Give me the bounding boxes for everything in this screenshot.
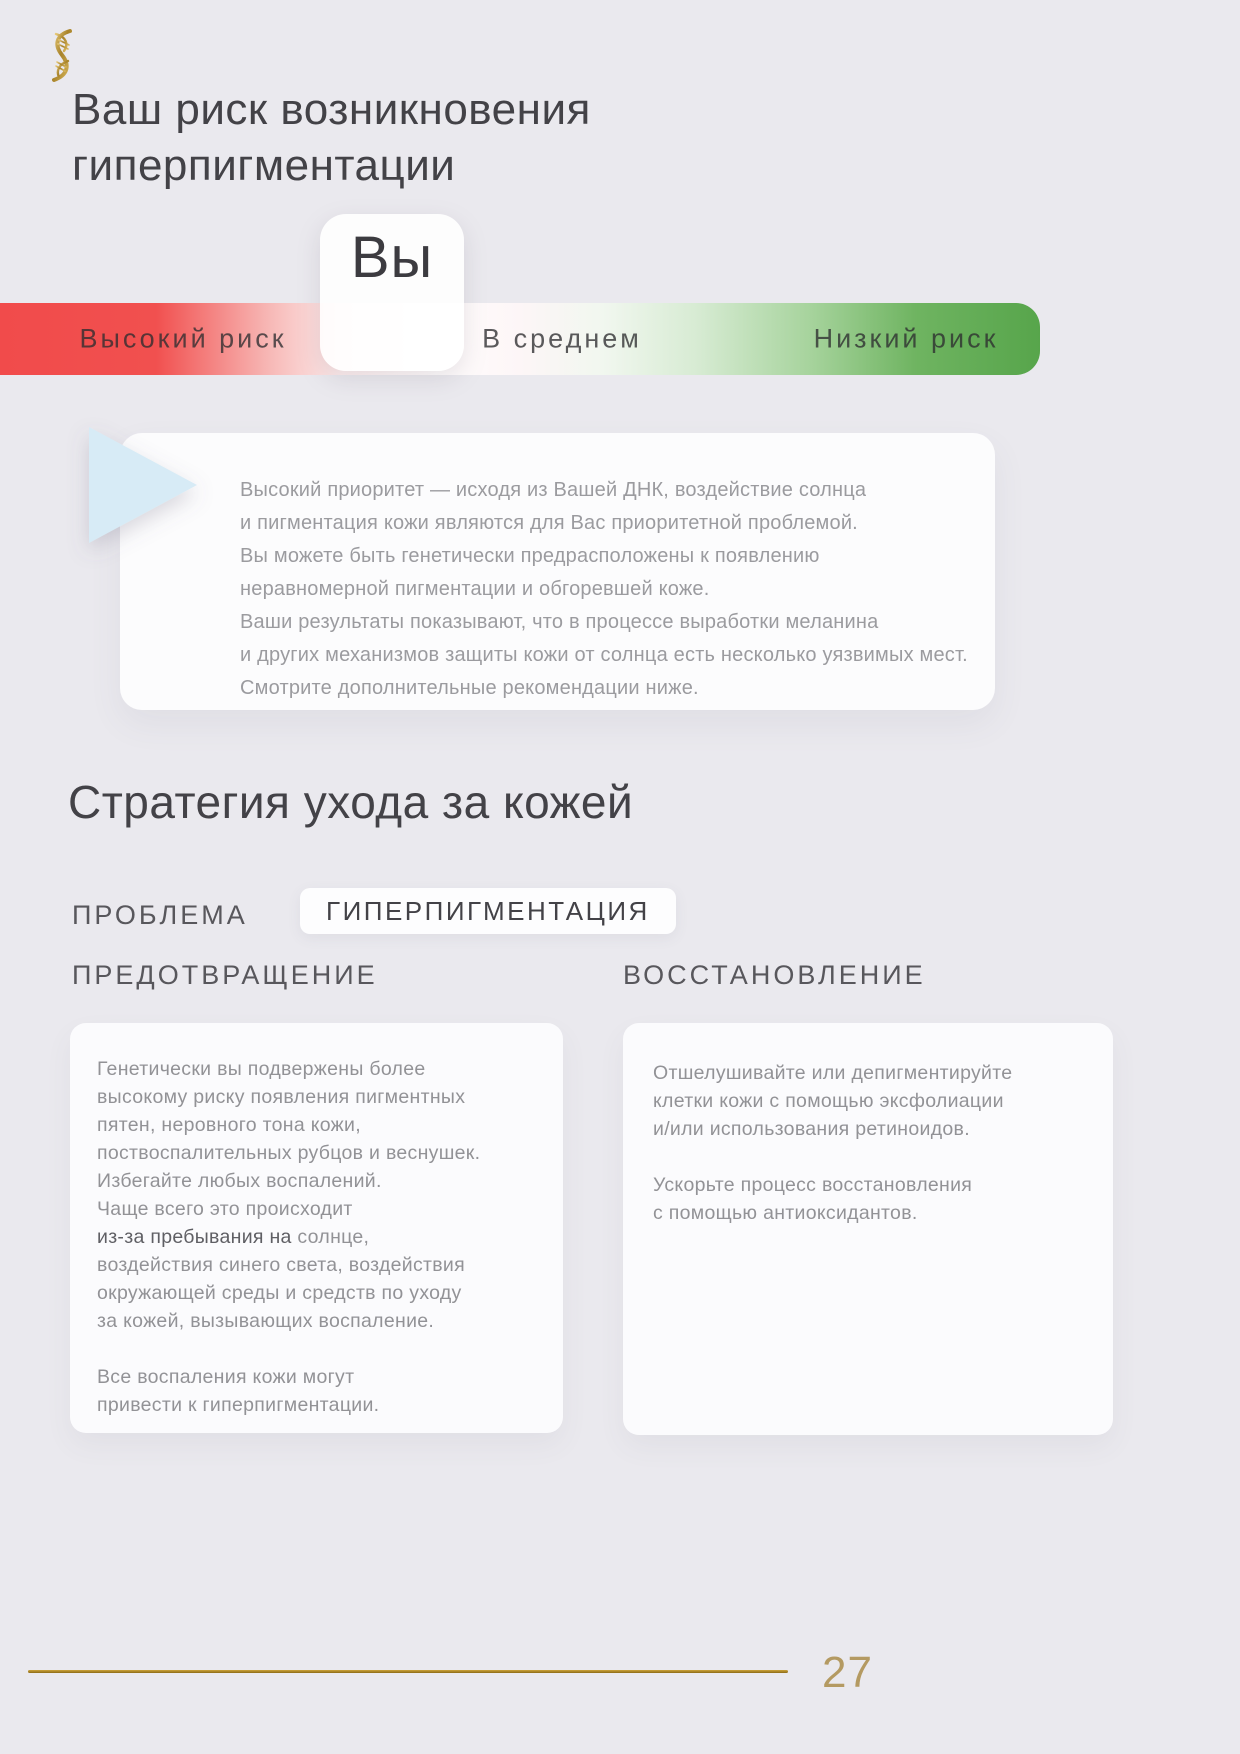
prevention-text-line: окружающей среды и средств по уходу (97, 1282, 462, 1304)
summary-text-line: Вы можете быть генетически предрасположены к появлению (240, 545, 820, 567)
prevention-column-header: ПРЕДОТВРАЩЕНИЕ (72, 960, 378, 990)
risk-label-low: Низкий риск (813, 323, 999, 354)
prevention-text-line: за кожей, вызывающих воспаление. (97, 1310, 435, 1332)
summary-card (120, 433, 995, 710)
restoration-text-line: и/или использования ретиноидов. (653, 1118, 970, 1140)
prevention-text-line: из-за пребывания на солнце, (97, 1226, 370, 1248)
summary-text-line: и пигментация кожи являются для Вас приоритетной проблемой. (240, 512, 858, 534)
page-title-line1: Ваш риск возникновения (72, 85, 591, 134)
risk-gradient-bar (0, 303, 1040, 375)
problem-label: ПРОБЛЕМА (72, 900, 248, 930)
page-number: 27 (822, 1648, 873, 1697)
prevention-emphasized-text: из-за пребывания на (97, 1226, 292, 1248)
page-title (72, 82, 591, 194)
risk-label-average: В среднем (482, 323, 642, 354)
user-position-marker (320, 214, 464, 371)
footer-divider (28, 1670, 788, 1673)
risk-label-high: Высокий риск (79, 323, 287, 354)
prevention-text-line: Все воспаления кожи могут (97, 1366, 355, 1388)
triangle-right-icon (80, 418, 210, 558)
prevention-text-line: высокому риску появления пигментных (97, 1086, 466, 1108)
prevention-text-line: Чаще всего это происходит (97, 1198, 353, 1220)
restoration-column-header: ВОССТАНОВЛЕНИЕ (623, 960, 926, 990)
prevention-text-line: воздействия синего света, воздействия (97, 1254, 465, 1276)
restoration-text-line: Отшелушивайте или депигментируйте (653, 1062, 1013, 1084)
dna-helix-icon (44, 28, 80, 84)
prevention-text-line: пятен, неровного тона кожи, (97, 1114, 361, 1136)
prevention-text-line: Избегайте любых воспалений. (97, 1170, 382, 1192)
summary-text-line: Высокий приоритет — исходя из Вашей ДНК, воздействие солнца (240, 479, 867, 501)
user-position-marker-label: Вы (350, 225, 434, 290)
prevention-text-line: привести к гиперпигментации. (97, 1394, 380, 1416)
prevention-text-line: поствоспалительных рубцов и веснушек. (97, 1142, 481, 1164)
restoration-text-line: клетки кожи с помощью эксфолиации (653, 1090, 1004, 1112)
restoration-text-line: с помощью антиоксидантов. (653, 1202, 918, 1224)
restoration-text-line: Ускорьте процесс восстановления (653, 1174, 973, 1196)
prevention-card (70, 1023, 563, 1433)
section-title: Стратегия ухода за кожей (68, 776, 634, 828)
summary-text-line: неравномерной пигментации и обгоревшей коже. (240, 578, 710, 600)
prevention-text-line: Генетически вы подвержены более (97, 1058, 426, 1080)
restoration-card (623, 1023, 1113, 1435)
summary-text-line: и других механизмов защиты кожи от солнца есть несколько уязвимых мест. (240, 644, 968, 666)
summary-text-line: Ваши результаты показывают, что в процессе выработки меланина (240, 611, 879, 633)
page-title-line2: гиперпигментации (72, 141, 456, 190)
summary-text-line: Смотрите дополнительные рекомендации ниже. (240, 677, 699, 699)
problem-value-badge: ГИПЕРПИГМЕНТАЦИЯ (300, 888, 676, 934)
